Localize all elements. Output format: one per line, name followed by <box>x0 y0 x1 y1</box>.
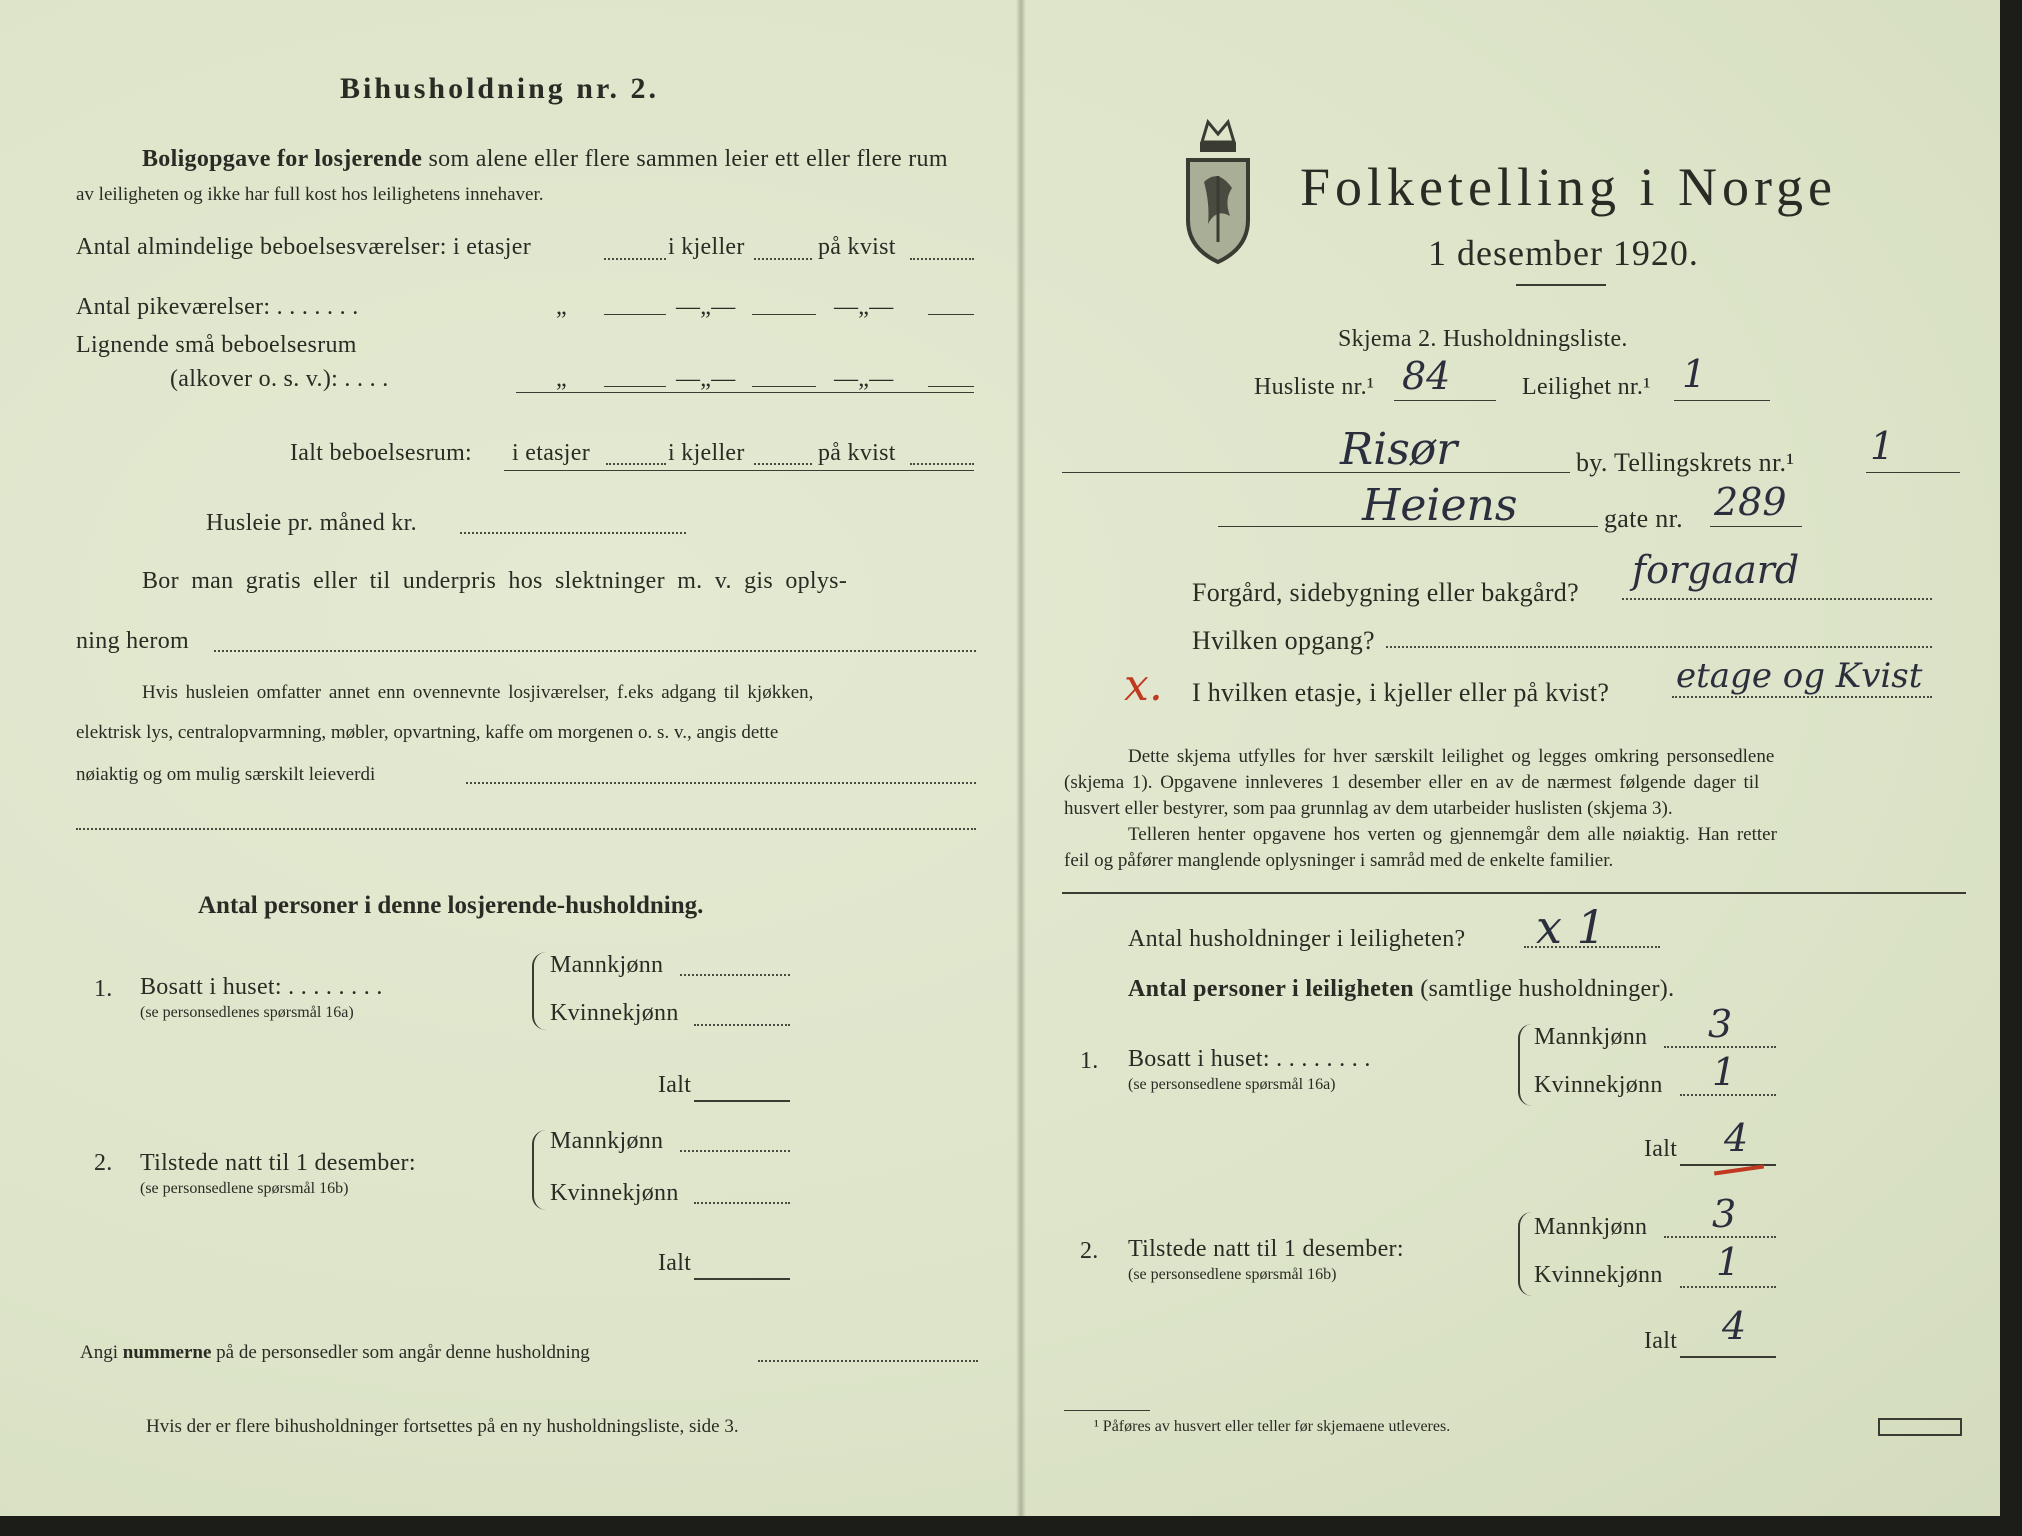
husliste-label: Husliste nr.¹ <box>1254 374 1375 400</box>
right-q1-kvinne-value: 1 <box>1712 1050 1737 1094</box>
gratis-line-2: ning herom <box>76 628 189 654</box>
rooms-kjeller-field[interactable] <box>754 258 812 260</box>
right-q1-mann-field[interactable] <box>1664 1046 1776 1048</box>
ialt-kjeller-label: i kjeller <box>668 440 745 466</box>
rooms-label: Antal almindelige beboelsesværelser: i etasjer <box>76 234 531 260</box>
intro-line-2: av leiligheten og ikke har full kost hos leilighetens innehaver. <box>76 184 544 205</box>
printer-stamp-icon <box>1878 1418 1962 1436</box>
right-date: 1 desember 1920. <box>1428 233 1699 273</box>
info-line-2: (skjema 1). Opgavene innleveres 1 desember eller en av de nærmest følgende dager til <box>1064 772 1760 793</box>
krets-field[interactable] <box>1866 472 1960 473</box>
left-q2-kvinne-field[interactable] <box>694 1202 790 1204</box>
intro-line-1 <box>142 146 948 173</box>
right-q2-brace <box>1518 1212 1534 1296</box>
right-q2-mann-field[interactable] <box>1664 1236 1776 1238</box>
etasje-field[interactable] <box>1672 696 1932 698</box>
lignende-ditto-2: —„— <box>676 366 736 392</box>
left-q1-ialt-label: Ialt <box>658 1072 692 1098</box>
rooms-kvist-field[interactable] <box>910 258 974 260</box>
right-q2-kvinne-field[interactable] <box>1680 1286 1776 1288</box>
gratis-line-1: Bor man gratis eller til underpris hos slektninger m. v. gis oplys- <box>142 568 848 594</box>
pike-ditto-1: „ <box>556 294 567 320</box>
gratis-field[interactable] <box>214 650 976 652</box>
right-persons-rest: (samtlige husholdninger). <box>1420 976 1675 1002</box>
opgang-label: Hvilken opgang? <box>1192 626 1375 655</box>
rooms-kjeller-label: i kjeller <box>668 234 745 260</box>
lignende-ditto-3: —„— <box>834 366 894 392</box>
ialt-etasjer-field[interactable] <box>606 463 666 465</box>
right-q2-num: 2. <box>1080 1238 1099 1264</box>
husleie-field[interactable] <box>460 532 686 534</box>
info-line-1: Dette skjema utfylles for hver særskilt leilighet og legges omkring personsedlene <box>1128 746 1775 767</box>
lignende-kvist-field[interactable] <box>928 386 974 387</box>
angi-bold: nummerne <box>122 1342 212 1363</box>
right-persons-line <box>1128 976 1674 1003</box>
by-label: by. Tellingskrets nr.¹ <box>1576 448 1795 477</box>
info-line-3: husvert eller bestyrer, som paa grunnlag av dem utarbeider huslisten (skjema 3). <box>1064 798 1673 819</box>
gate-field[interactable] <box>1710 526 1802 527</box>
left-q1-mann-field[interactable] <box>680 974 790 976</box>
forgard-label: Forgård, sidebygning eller bakgård? <box>1192 578 1579 607</box>
left-q2-kvinne-label: Kvinnekjønn <box>550 1180 679 1206</box>
right-persons-bold: Antal personer i leiligheten <box>1128 976 1414 1002</box>
gate-label: gate nr. <box>1604 504 1683 533</box>
right-title: Folketelling i Norge <box>1300 157 1837 217</box>
ialt-rum-label: Ialt beboelsesrum: <box>290 440 473 466</box>
hvis-line-1: Hvis husleien omfatter annet enn ovennevnte losjiværelser, f.eks adgang til kjøkken, <box>142 682 814 703</box>
ialt-kjeller-field[interactable] <box>754 463 812 465</box>
right-q1-kvinne-field[interactable] <box>1680 1094 1776 1096</box>
lignende-kjeller-field[interactable] <box>752 386 816 387</box>
left-q1-kvinne-field[interactable] <box>694 1024 790 1026</box>
left-q1-ialt-field[interactable] <box>694 1100 790 1102</box>
pike-etasjer-field[interactable] <box>604 314 666 315</box>
pike-ditto-3: —„— <box>834 294 894 320</box>
opgang-field[interactable] <box>1386 646 1932 648</box>
lignende-etasjer-field[interactable] <box>604 386 666 387</box>
footnote: ¹ Påføres av husvert eller teller før skjemaene utleveres. <box>1094 1418 1451 1435</box>
lignende-label-2: (alkover o. s. v.): . . . . <box>170 366 389 392</box>
left-q2-num: 2. <box>94 1150 113 1176</box>
left-title: Bihusholdning nr. 2. <box>340 72 660 105</box>
right-q2-ialt-value: 4 <box>1722 1304 1747 1348</box>
info-line-4: Telleren henter opgavene hos verten og gjennemgår dem alle nøiaktig. Han retter <box>1128 824 1777 845</box>
info-line-5: feil og påfører manglende oplysninger i samråd med de enkelte familier. <box>1064 850 1614 871</box>
right-q1-mann-label: Mannkjønn <box>1534 1024 1648 1050</box>
forgard-field[interactable] <box>1622 598 1932 600</box>
right-q1-sub: (se personsedlene spørsmål 16a) <box>1128 1076 1336 1093</box>
right-q1-label: Bosatt i huset: . . . . . . . . <box>1128 1046 1371 1072</box>
left-footer: Hvis der er flere bihusholdninger fortsettes på en ny husholdningsliste, side 3. <box>146 1416 739 1437</box>
right-q1-brace <box>1518 1024 1534 1106</box>
ialt-kvist-label: på kvist <box>818 440 896 466</box>
date-underline <box>1516 284 1606 286</box>
right-q2-kvinne-value: 1 <box>1716 1240 1741 1284</box>
leieverdi-field-2[interactable] <box>76 828 976 830</box>
right-q2-kvinne-label: Kvinnekjønn <box>1534 1262 1663 1288</box>
angi-post: på de personsedler som angår denne husholdning <box>216 1342 590 1363</box>
husliste-value: 84 <box>1402 354 1451 398</box>
households-label: Antal husholdninger i leiligheten? <box>1128 926 1466 952</box>
skjema-label: Skjema 2. Husholdningsliste. <box>1338 326 1628 352</box>
gate-value: 289 <box>1714 480 1787 524</box>
hvis-line-2: elektrisk lys, centralopvarmning, møbler, opvartning, kaffe om morgenen o. s. v., angis dette <box>76 722 779 743</box>
left-q2-ialt-field[interactable] <box>694 1278 790 1280</box>
city-field[interactable] <box>1062 472 1570 473</box>
lignende-underline <box>516 392 974 393</box>
leieverdi-field[interactable] <box>466 782 976 784</box>
left-q1-num: 1. <box>94 976 113 1002</box>
leilighet-field[interactable] <box>1674 400 1770 401</box>
right-q1-ialt-value: 4 <box>1724 1116 1749 1160</box>
ialt-etasjer-label: i etasjer <box>512 440 590 466</box>
left-q2-sub: (se personsedlene spørsmål 16b) <box>140 1180 349 1197</box>
pike-ditto-2: —„— <box>676 294 736 320</box>
angi-line <box>80 1342 590 1364</box>
left-q2-label: Tilstede natt til 1 desember: <box>140 1150 416 1176</box>
hvis-line-3: nøiaktig og om mulig særskilt leieverdi <box>76 764 376 785</box>
right-q2-sub: (se personsedlene spørsmål 16b) <box>1128 1266 1337 1283</box>
lignende-label-1: Lignende små beboelsesrum <box>76 332 357 358</box>
coat-of-arms-icon <box>1180 112 1256 268</box>
pike-kvist-field[interactable] <box>928 314 974 315</box>
left-q1-sub: (se personsedlenes spørsmål 16a) <box>140 1004 354 1021</box>
angi-field[interactable] <box>758 1360 978 1362</box>
left-q2-ialt-label: Ialt <box>658 1250 692 1276</box>
right-q1-mann-value: 3 <box>1708 1002 1733 1046</box>
right-q1-ialt-label: Ialt <box>1644 1136 1678 1162</box>
right-q2-ialt-field[interactable] <box>1680 1356 1776 1358</box>
ialt-kvist-field[interactable] <box>910 463 974 465</box>
right-q1-num: 1. <box>1080 1048 1099 1074</box>
leilighet-label: Leilighet nr.¹ <box>1522 374 1651 400</box>
left-q2-mann-field[interactable] <box>680 1150 790 1152</box>
left-q2-mann-label: Mannkjønn <box>550 1128 664 1154</box>
husleie-label: Husleie pr. måned kr. <box>206 510 417 536</box>
forgard-value: forgaard <box>1632 548 1800 592</box>
info-rule <box>1062 892 1966 894</box>
rooms-kvist-label: på kvist <box>818 234 896 260</box>
right-q1-kvinne-label: Kvinnekjønn <box>1534 1072 1663 1098</box>
right-q2-mann-value: 3 <box>1712 1192 1737 1236</box>
angi-pre: Angi <box>80 1342 118 1363</box>
page-fold <box>1016 0 1026 1516</box>
right-q2-label: Tilstede natt til 1 desember: <box>1128 1236 1404 1262</box>
etasje-label: I hvilken etasje, i kjeller eller på kvist? <box>1192 678 1610 707</box>
intro-rest-1: som alene eller flere sammen leier ett eller flere rum <box>428 146 948 172</box>
left-q1-brace <box>532 952 548 1030</box>
lignende-ditto-1: „ <box>556 366 567 392</box>
red-x-mark: x. <box>1124 660 1163 711</box>
rooms-etasjer-field[interactable] <box>604 258 666 260</box>
left-persons-title: Antal personer i denne losjerende-husholdning. <box>198 892 704 919</box>
left-q2-brace <box>532 1130 548 1210</box>
left-q1-mann-label: Mannkjønn <box>550 952 664 978</box>
intro-bold: Boligopgave for losjerende <box>142 146 423 172</box>
krets-value: 1 <box>1870 424 1895 468</box>
right-q2-mann-label: Mannkjønn <box>1534 1214 1648 1240</box>
footnote-rule <box>1064 1410 1150 1411</box>
red-underline-mark <box>1714 1165 1764 1176</box>
street-value: Heiens <box>1362 480 1518 531</box>
city-value: Risør <box>1340 424 1458 475</box>
pike-kjeller-field[interactable] <box>752 314 816 315</box>
households-value: x 1 <box>1536 900 1606 954</box>
left-q1-label: Bosatt i huset: . . . . . . . . <box>140 974 383 1000</box>
ialt-underline <box>504 470 974 471</box>
pike-label: Antal pikeværelser: . . . . . . . <box>76 294 359 320</box>
leilighet-value: 1 <box>1682 352 1707 396</box>
etasje-value: etage og Kvist <box>1676 656 1923 696</box>
husliste-field[interactable] <box>1394 400 1496 401</box>
left-q1-kvinne-label: Kvinnekjønn <box>550 1000 679 1026</box>
right-q2-ialt-label: Ialt <box>1644 1328 1678 1354</box>
